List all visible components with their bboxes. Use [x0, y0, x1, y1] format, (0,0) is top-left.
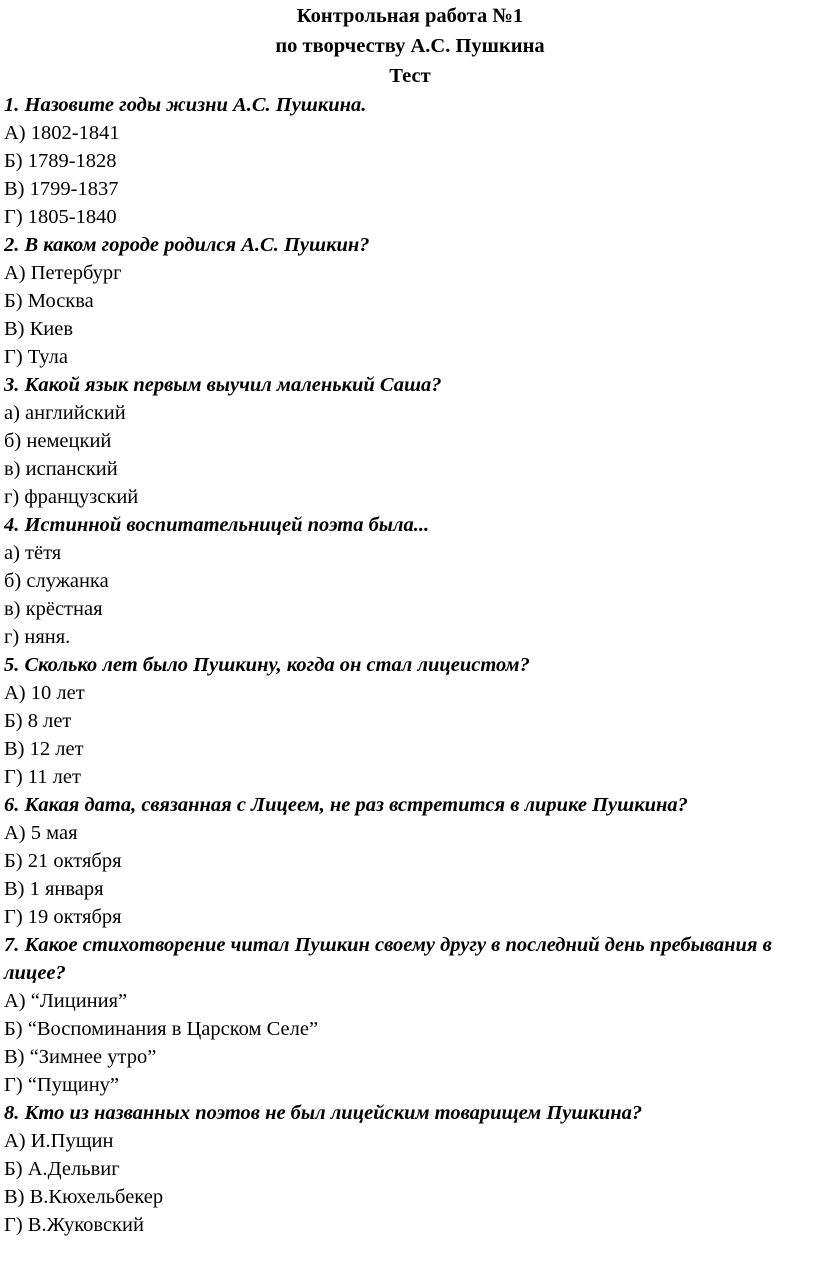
option-7-b: Б) “Воспоминания в Царском Селе”	[4, 1018, 319, 1040]
option-4-c: в) крёстная	[4, 598, 103, 620]
option-5-c: В) 12 лет	[4, 738, 84, 760]
question-1: 1. Назовите годы жизни А.С. Пушкина.	[4, 94, 367, 116]
option-8-a: А) И.Пущин	[4, 1130, 114, 1152]
question-5: 5. Сколько лет было Пушкину, когда он стал лицеистом?	[4, 654, 530, 676]
question-block-1	[4, 91, 816, 231]
question-2: 2. В каком городе родился А.С. Пушкин?	[4, 234, 370, 256]
option-2-d: Г) Тула	[4, 346, 68, 368]
question-4: 4. Истинной воспитательницей поэта была...	[4, 514, 430, 536]
option-1-c: В) 1799-1837	[4, 178, 119, 200]
question-6: 6. Какая дата, связанная с Лицеем, не раз встретится в лирике Пушкина?	[4, 794, 688, 816]
option-3-a: а) английский	[4, 402, 126, 424]
option-1-a: А) 1802-1841	[4, 122, 120, 144]
option-4-b: б) служанка	[4, 570, 109, 592]
option-7-a: А) “Лициния”	[4, 990, 128, 1012]
option-7-c: В) “Зимнее утро”	[4, 1046, 157, 1068]
question-block-8	[4, 1099, 816, 1239]
option-3-d: г) французский	[4, 486, 139, 508]
option-6-a: А) 5 мая	[4, 822, 78, 844]
option-1-d: Г) 1805-1840	[4, 206, 117, 228]
option-7-d: Г) “Пущину”	[4, 1074, 120, 1096]
option-2-c: В) Киев	[4, 318, 74, 340]
question-block-3	[4, 371, 816, 511]
question-block-5	[4, 651, 816, 791]
question-block-2	[4, 231, 816, 371]
option-2-b: Б) Москва	[4, 290, 94, 312]
header-subtitle: по творчеству А.С. Пушкина	[275, 35, 545, 57]
option-2-a: А) Петербург	[4, 262, 122, 284]
question-block-7	[4, 931, 816, 1099]
header-test-label: Тест	[389, 65, 431, 87]
option-3-c: в) испанский	[4, 458, 118, 480]
option-8-b: Б) А.Дельвиг	[4, 1158, 120, 1180]
option-1-b: Б) 1789-1828	[4, 150, 117, 172]
question-block-4	[4, 511, 816, 651]
option-4-d: г) няня.	[4, 626, 71, 648]
question-7: 7. Какое стихотворение читал Пушкин своему другу в последний день пребывания в лицее?	[4, 934, 772, 984]
option-8-c: В) В.Кюхельбекер	[4, 1186, 164, 1208]
header-title: Контрольная работа №1	[296, 5, 524, 27]
option-6-b: Б) 21 октября	[4, 850, 122, 872]
option-6-d: Г) 19 октября	[4, 906, 122, 928]
option-3-b: б) немецкий	[4, 430, 112, 452]
question-8: 8. Кто из названных поэтов не был лицейским товарищем Пушкина?	[4, 1102, 643, 1124]
question-block-6	[4, 791, 816, 931]
question-3: 3. Какой язык первым выучил маленький Саша?	[4, 374, 442, 396]
option-8-d: Г) В.Жуковский	[4, 1214, 144, 1236]
option-5-b: Б) 8 лет	[4, 710, 72, 732]
option-4-a: а) тётя	[4, 542, 62, 564]
option-5-d: Г) 11 лет	[4, 766, 81, 788]
document-header	[4, 0, 816, 91]
option-6-c: В) 1 января	[4, 878, 104, 900]
option-5-a: А) 10 лет	[4, 682, 85, 704]
